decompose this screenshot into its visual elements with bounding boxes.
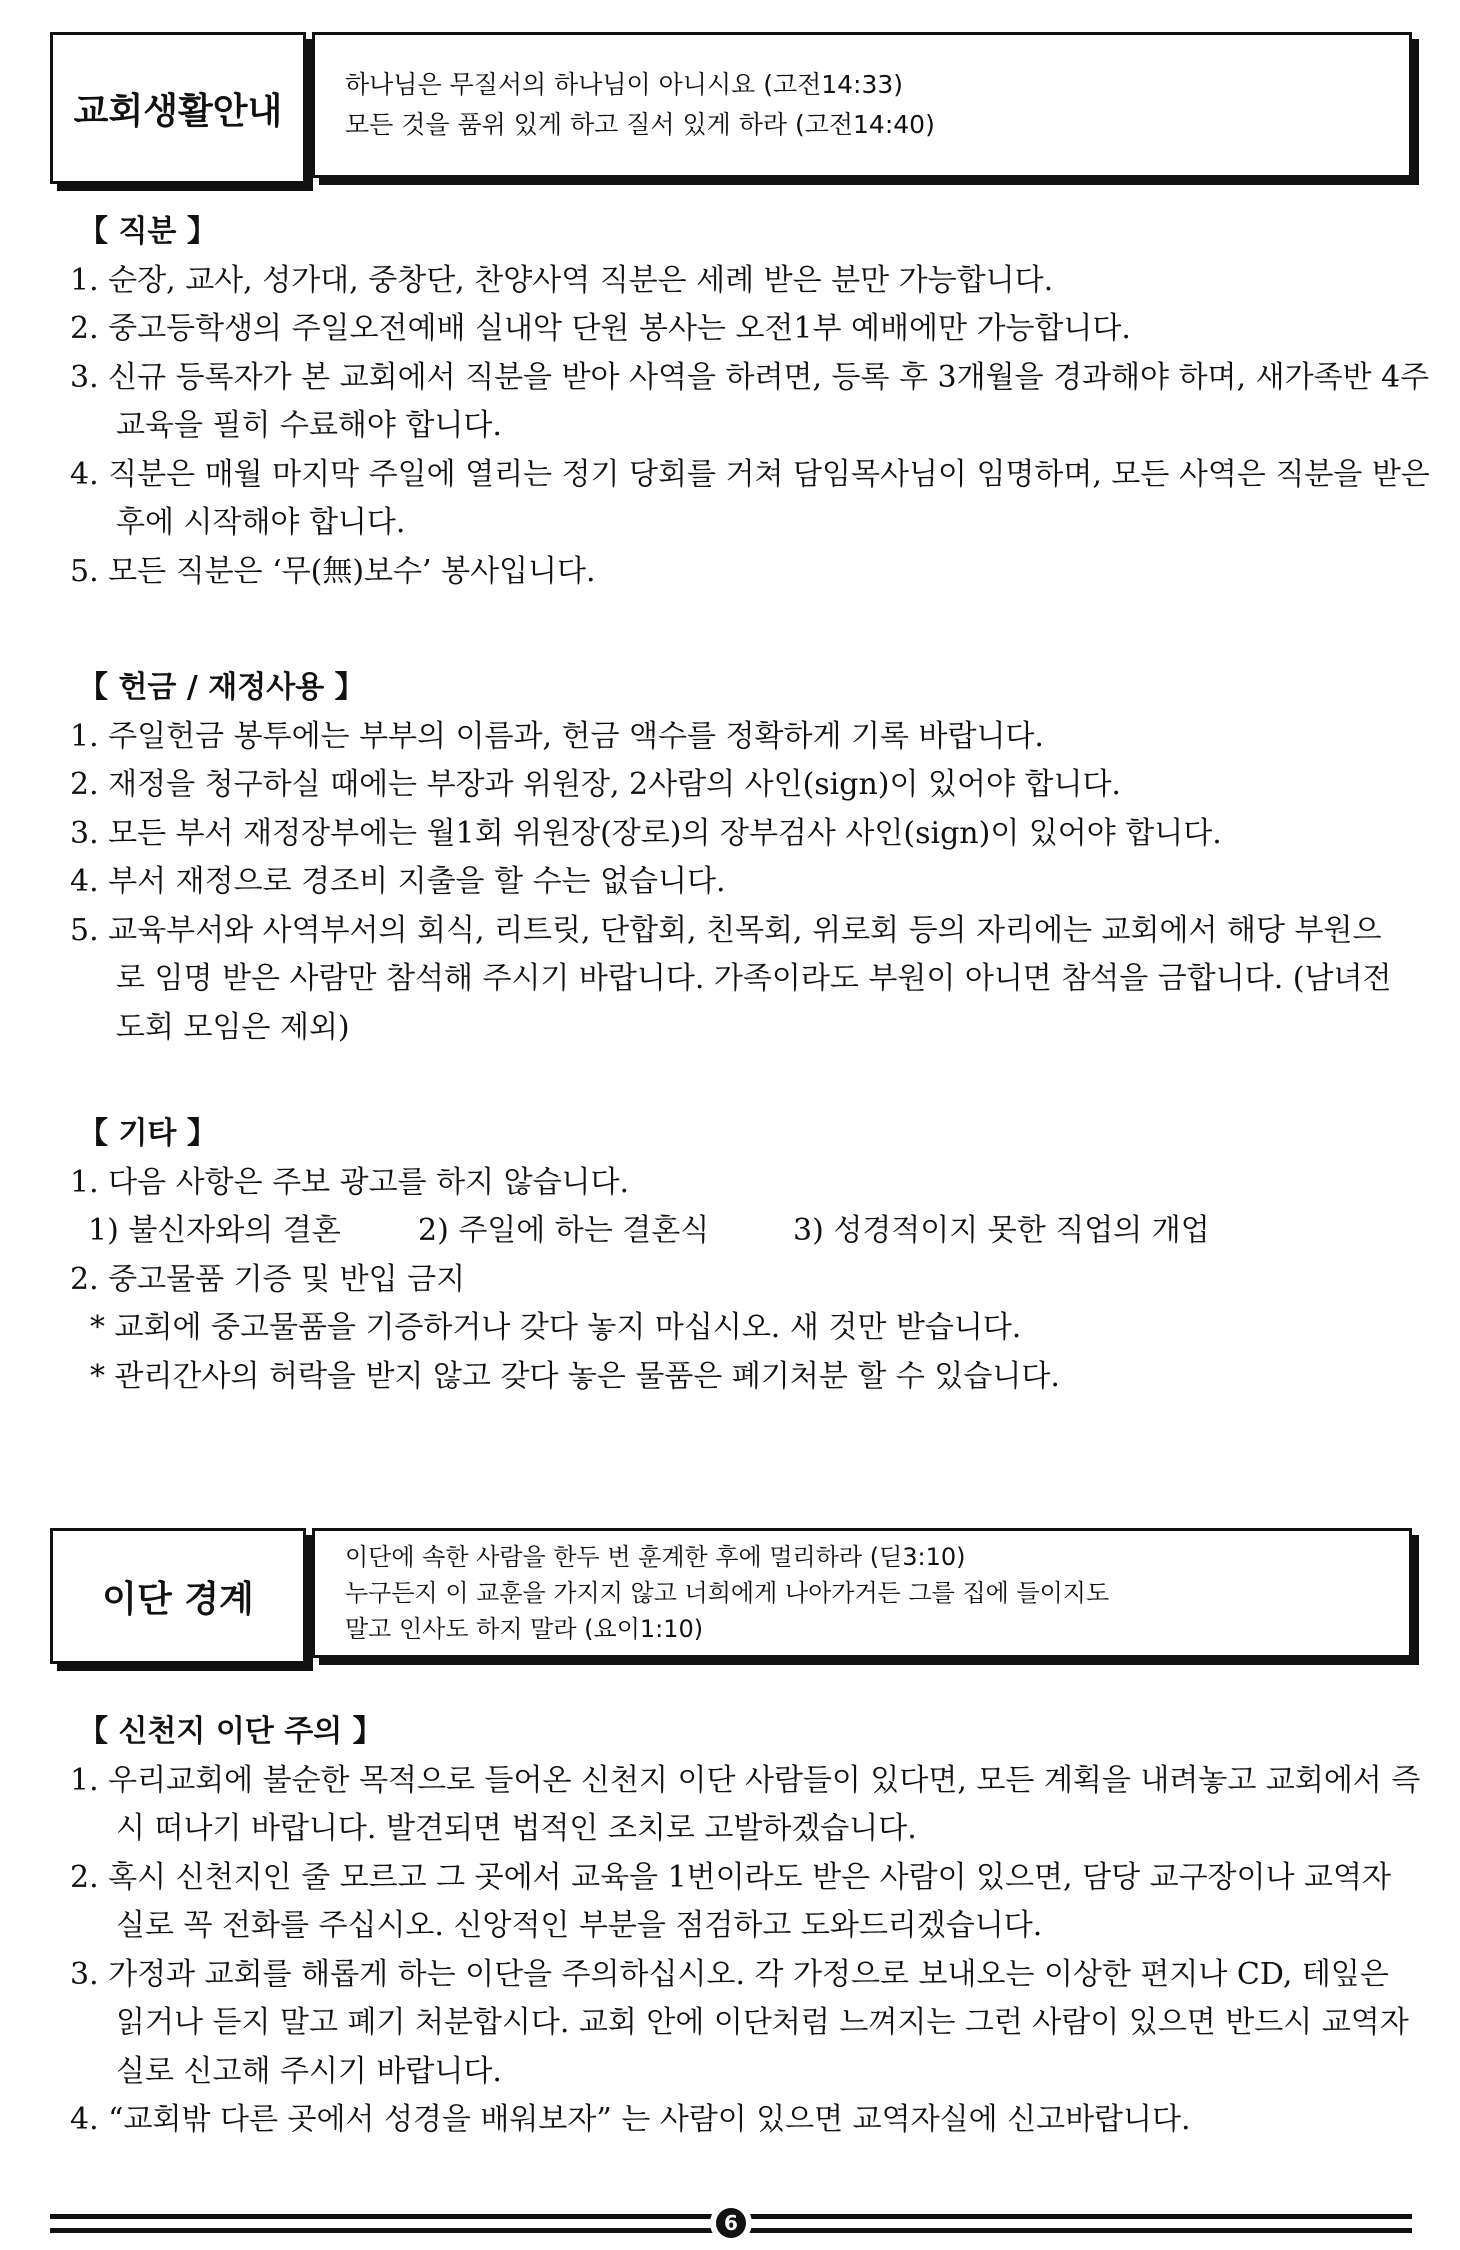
list-item: 1. 순장, 교사, 성가대, 중창단, 찬양사역 직분은 세례 받은 분만 가능합니다. <box>70 262 1054 298</box>
list-item: 1. 주일헌금 봉투에는 부부의 이름과, 헌금 액수를 정확하게 기록 바랍니다. <box>70 718 1044 754</box>
note-line: * 교회에 중고물품을 기증하거나 갖다 놓지 마십시오. 새 것만 받습니다. <box>90 1310 1022 1345</box>
list-item: 5. 모든 직분은 ‘무(無)보수’ 봉사입니다. <box>70 553 596 589</box>
verse-line: 말고 인사도 하지 말라 (요이1:10) <box>345 1615 704 1643</box>
list-item: 1. 다음 사항은 주보 광고를 하지 않습니다. <box>70 1164 630 1200</box>
duties-section <box>70 208 1430 596</box>
list-item: 3. 가정과 교회를 해롭게 하는 이단을 주의하십시오. 각 가정으로 보내오는 이상한 편지나 CD, 테잎은 읽거나 듣지 말고 폐기 처분합시다. 교회 안에 이단처럼 느껴지는 그런 사람이 있으면 반드시 교역자실로 신고해 주시기 바랍니다. <box>70 1956 1409 2089</box>
list-item: 4. 부서 재정으로 경조비 지출을 할 수는 없습니다. <box>70 864 726 899</box>
sub-item: 2) 주일에 하는 결혼식 <box>418 1213 710 1248</box>
heresy-title-text: 이단 경계 <box>102 1578 254 1620</box>
list-item: 5. 교육부서와 사역부서의 회식, 리트릿, 단합회, 친목회, 위로회 등의 자리에는 교회에서 해당 부원으로 임명 받은 사람만 참석해 주시기 바랍니다. 가족이라도 부원이 아니면 참석을 금합니다. (남녀전도회 모임은 제외) <box>70 912 1392 1045</box>
note-line: * 관리간사의 허락을 받지 않고 갖다 놓은 물품은 폐기처분 할 수 있습니다. <box>90 1358 1060 1394</box>
list-item: 3. 신규 등록자가 본 교회에서 직분을 받아 사역을 하려면, 등록 후 3개월을 경과해야 하며, 새가족반 4주 교육을 필히 수료해야 합니다. <box>70 359 1430 443</box>
list-item: 4. “교회밖 다른 곳에서 성경을 배워보자” 는 사람이 있으면 교역자실에 신고바랍니다. <box>70 2102 1191 2137</box>
section-heading: 【 직분 】 <box>78 214 217 249</box>
section-heading: 【 기타 】 <box>78 1116 217 1151</box>
section-heading: 【 헌금 / 재정사용 】 <box>78 670 365 705</box>
finance-section <box>70 664 1410 1052</box>
list-item: 2. 중고등학생의 주일오전예배 실내악 단원 봉사는 오전1부 예배에만 가능합니다. <box>70 311 1131 346</box>
heresy-header <box>50 1528 1412 1658</box>
church-life-title <box>50 32 306 184</box>
heresy-verses <box>312 1528 1412 1658</box>
heresy-title <box>50 1528 306 1664</box>
page-number-badge <box>716 2208 746 2238</box>
list-item: 4. 직분은 매월 마지막 주일에 열리는 정기 당회를 거쳐 담임목사님이 임명하며, 모든 사역은 직분을 받은 후에 시작해야 합니다. <box>70 456 1430 540</box>
verse-line: 하나님은 무질서의 하나님이 아니시요 (고전14:33) <box>345 70 904 99</box>
church-life-header <box>50 32 1412 178</box>
verse-line: 이단에 속한 사람을 한두 번 훈계한 후에 멀리하라 (딛3:10) <box>345 1543 966 1571</box>
page-footer <box>50 2208 1412 2238</box>
verse-line: 모든 것을 품위 있게 하고 질서 있게 하라 (고전14:40) <box>345 110 935 139</box>
church-life-verses <box>312 32 1412 178</box>
page-number: 6 <box>724 2211 738 2235</box>
list-item: 1. 우리교회에 불순한 목적으로 들어온 신천지 이단 사람들이 있다면, 모든 계획을 내려놓고 교회에서 즉시 떠나기 바랍니다. 발견되면 법적인 조치로 고발하겠습니다. <box>70 1762 1421 1846</box>
shincheonji-section <box>70 1708 1421 2145</box>
sub-item: 1) 불신자와의 결혼 <box>88 1213 341 1248</box>
sub-item: 3) 성경적이지 못한 직업의 개업 <box>793 1213 1210 1248</box>
list-item: 2. 중고물품 기증 및 반입 금지 <box>70 1261 466 1297</box>
list-item: 2. 혹시 신천지인 줄 모르고 그 곳에서 교육을 1번이라도 받은 사람이 있으면, 담당 교구장이나 교역자실로 꼭 전화를 주십시오. 신앙적인 부분을 점검하고 도와드리겠습니다. <box>70 1859 1391 1943</box>
sub-item-row <box>70 1207 1410 1256</box>
list-item: 3. 모든 부서 재정장부에는 월1회 위원장(장로)의 장부검사 사인(sign)이 있어야 합니다. <box>70 815 1222 851</box>
misc-section <box>70 1110 1410 1401</box>
church-life-title-text: 교회생활안내 <box>73 90 283 132</box>
section-heading: 【 신천지 이단 주의 】 <box>78 1714 383 1749</box>
verse-line: 누구든지 이 교훈을 가지지 않고 너희에게 나아가거든 그를 집에 들이지도 <box>345 1579 1110 1607</box>
list-item: 2. 재정을 청구하실 때에는 부장과 위원장, 2사람의 사인(sign)이 있어야 합니다. <box>70 767 1121 802</box>
